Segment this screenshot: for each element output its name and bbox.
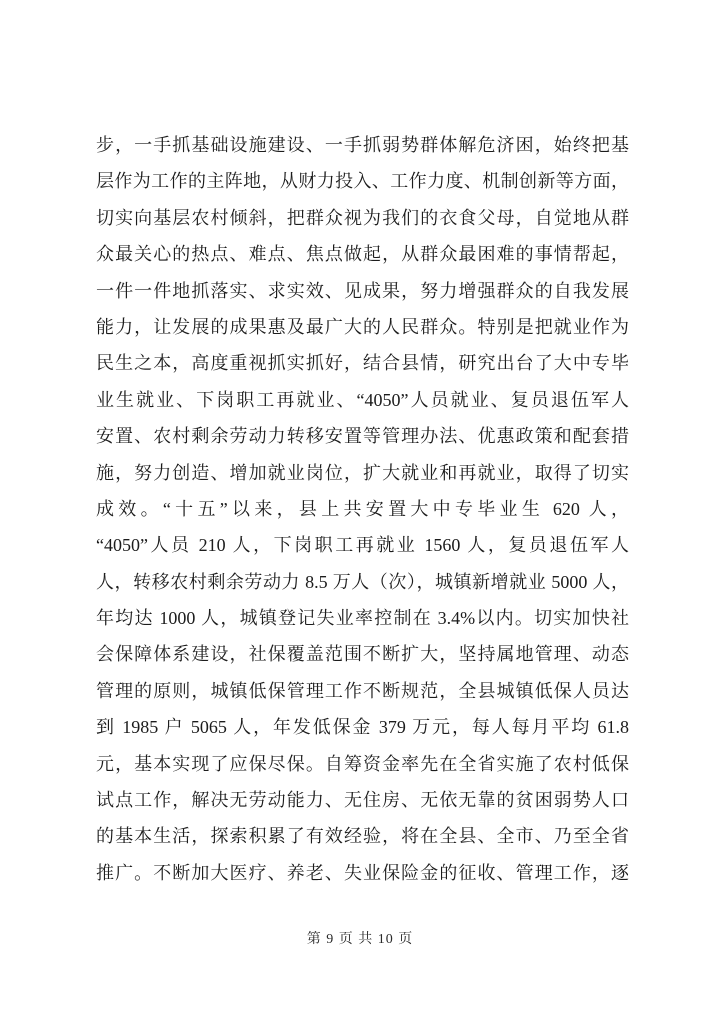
text-line: 能力，让发展的成果惠及最广大的人民群众。特别是把就业作为 [96,316,629,337]
text-line: 业生就业、下岗职工再就业、“4050”人员就业、复员退伍军人 [96,389,629,410]
text-line: 施，努力创造、增加就业岗位，扩大就业和再就业，取得了切实 [96,462,629,483]
text-line: 管理的原则，城镇低保管理工作不断规范，全县城镇低保人员达 [96,680,629,701]
text-line: 切实向基层农村倾斜，把群众视为我们的衣食父母，自觉地从群 [96,207,629,228]
text-line: 会保障体系建设，社保覆盖范围不断扩大，坚持属地管理、动态 [96,644,629,665]
text-line: 层作为工作的主阵地，从财力投入、工作力度、机制创新等方面， [96,171,629,192]
text-line: 年均达 1000 人，城镇登记失业率控制在 3.4%以内。切实加快社 [96,608,629,629]
text-line: 一件一件地抓落实、求实效、见成果，努力增强群众的自我发展 [96,280,629,301]
text-line: 推广。不断加大医疗、养老、失业保险金的征收、管理工作，逐 [96,862,629,883]
page-number-label: 第 9 页 共 10 页 [306,932,414,947]
page-footer [0,928,720,948]
text-line: 人，转移农村剩余劳动力 8.5 万人（次），城镇新增就业 5000 人， [96,571,629,592]
text-line: 试点工作，解决无劳动能力、无住房、无依无靠的贫困弱势人口 [96,790,629,811]
text-line: “4050”人员 210 人，下岗职工再就业 1560 人，复员退伍军人 [96,535,629,556]
text-line: 成效。“十五”以来，县上共安置大中专毕业生 620 人， [96,498,629,519]
text-line: 民生之本，高度重视抓实抓好，结合县情，研究出台了大中专毕 [96,353,629,374]
paragraph-text [96,127,629,891]
text-line: 步，一手抓基础设施建设、一手抓弱势群体解危济困，始终把基 [96,135,629,155]
text-line: 元，基本实现了应保尽保。自筹资金率先在全省实施了农村低保 [96,753,629,774]
text-line: 安置、农村剩余劳动力转移安置等管理办法、优惠政策和配套措 [96,426,629,447]
text-line: 的基本生活，探索积累了有效经验，将在全县、全市、乃至全省 [96,826,629,847]
text-line: 到 1985 户 5065 人，年发低保金 379 万元，每人每月平均 61.8 [96,717,629,738]
text-line: 众最关心的热点、难点、焦点做起，从群众最困难的事情帮起， [96,244,629,265]
